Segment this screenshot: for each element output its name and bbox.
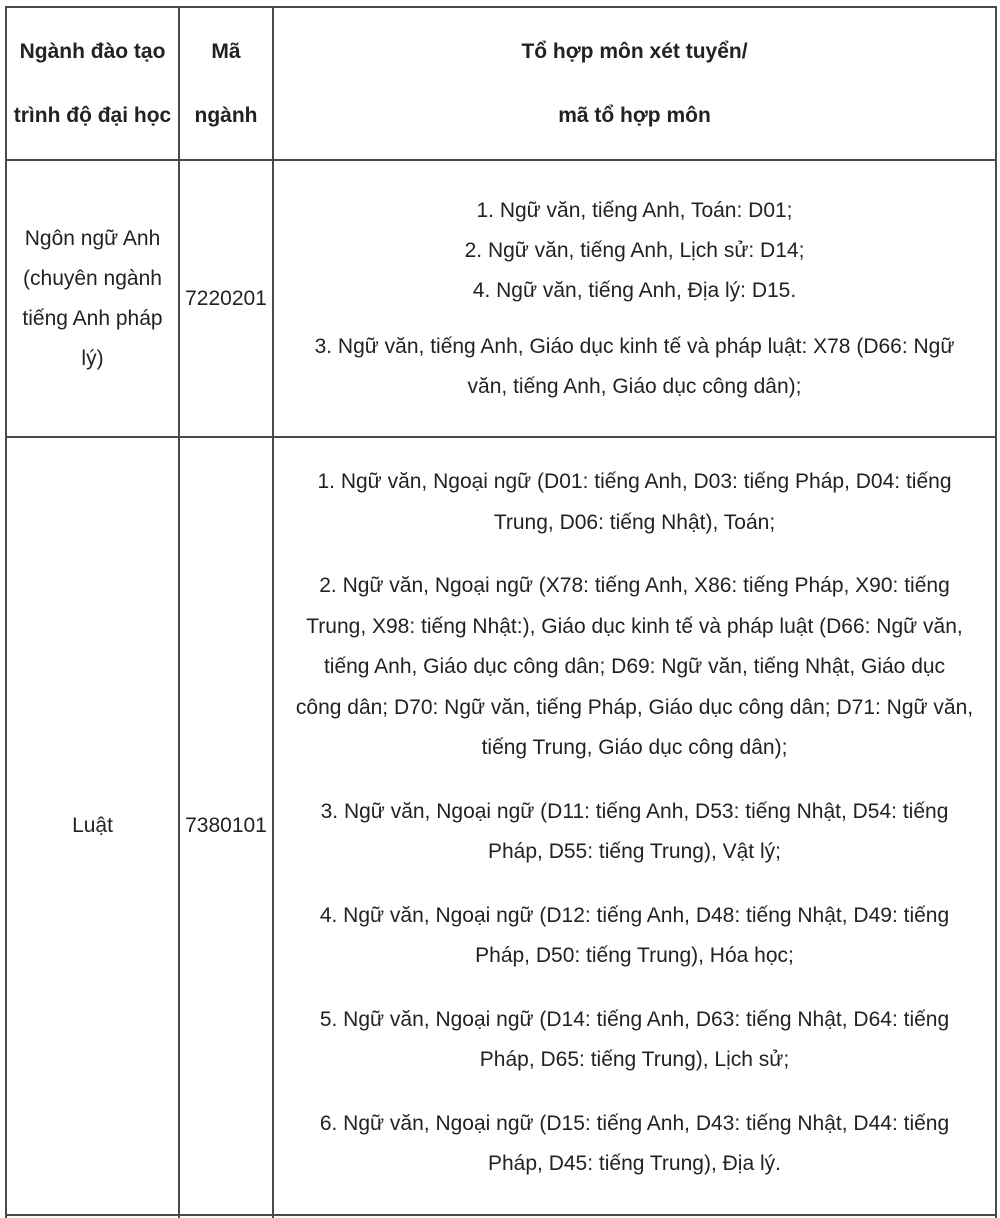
combos-english	[274, 161, 995, 436]
program-line: Ngôn ngữ Anh	[24, 226, 161, 250]
header-combos-line: Tổ hợp môn xét tuyển/	[521, 39, 748, 63]
combo-line: 2. Ngữ văn, tiếng Anh, Lịch sử: D14;	[464, 238, 805, 262]
program-code-law	[180, 438, 272, 1214]
combos-law	[274, 438, 995, 1214]
combo-line: Pháp, D55: tiếng Trung), Vật lý;	[487, 840, 781, 863]
combo-line: 1. Ngữ văn, Ngoại ngữ (D01: tiếng Anh, D03: tiếng Pháp, D04: tiếng	[317, 470, 952, 493]
program-name-law	[7, 438, 178, 1214]
combo-line: 4. Ngữ văn, Ngoại ngữ (D12: tiếng Anh, D48: tiếng Nhật, D49: tiếng	[319, 903, 950, 927]
program-line: (chuyên ngành	[23, 266, 162, 290]
combo-group	[465, 191, 805, 311]
combo-line: Pháp, D45: tiếng Trung), Địa lý.	[487, 1152, 781, 1175]
combo-line: 6. Ngữ văn, Ngoại ngữ (D15: tiếng Anh, D43: tiếng Nhật, D44: tiếng	[319, 1111, 950, 1135]
header-program-line: trình độ đại học	[13, 103, 172, 127]
program-code: 7380101	[185, 814, 267, 837]
combo-line: Pháp, D65: tiếng Trung), Lịch sử;	[479, 1048, 790, 1071]
header-program-line: Ngành đào tạo	[19, 39, 166, 63]
combo-line: 5. Ngữ văn, Ngoại ngữ (D14: tiếng Anh, D63: tiếng Nhật, D64: tiếng	[319, 1007, 950, 1031]
combo-line: 4. Ngữ văn, tiếng Anh, Địa lý: D15.	[472, 278, 797, 302]
combo-line: tiếng Trung, Giáo dục công dân);	[481, 736, 788, 759]
combo-item	[320, 1000, 949, 1081]
combo-line: tiếng Anh, Giáo dục công dân; D69: Ngữ văn, tiếng Nhật, Giáo dục	[323, 655, 946, 678]
program-line: tiếng Anh pháp	[22, 306, 163, 330]
header-code-line: ngành	[194, 103, 258, 127]
combo-item	[321, 792, 949, 873]
combo-line: văn, tiếng Anh, Giáo dục công dân);	[467, 374, 802, 398]
header-combos	[274, 8, 995, 159]
program-name-english	[7, 161, 178, 436]
header-program	[7, 8, 178, 159]
combo-item	[317, 462, 951, 543]
combo-line: công dân; D70: Ngữ văn, tiếng Pháp, Giáo dục công dân; D71: Ngữ văn,	[295, 695, 974, 719]
combo-item	[320, 1104, 949, 1185]
program-line: Luật	[72, 814, 113, 837]
combo-line: Trung, D06: tiếng Nhật), Toán;	[493, 510, 776, 534]
table-border-right	[995, 6, 997, 1218]
combo-line: 2. Ngữ văn, Ngoại ngữ (X78: tiếng Anh, X86: tiếng Pháp, X90: tiếng	[319, 574, 950, 597]
combo-item	[296, 566, 973, 769]
combo-line: 3. Ngữ văn, tiếng Anh, Giáo dục kinh tế và pháp luật: X78 (D66: Ngữ	[314, 334, 955, 358]
bottom-row-divider	[5, 1214, 997, 1216]
program-line: lý)	[81, 346, 104, 370]
combo-item	[320, 896, 949, 977]
combo-line: Pháp, D50: tiếng Trung), Hóa học;	[475, 944, 794, 967]
header-code	[180, 8, 272, 159]
combo-line: 3. Ngữ văn, Ngoại ngữ (D11: tiếng Anh, D53: tiếng Nhật, D54: tiếng	[320, 799, 949, 823]
header-combos-line: mã tổ hợp môn	[558, 103, 711, 127]
program-code: 7220201	[185, 286, 267, 310]
program-code-english	[180, 161, 272, 436]
combo-line: 1. Ngữ văn, tiếng Anh, Toán: D01;	[476, 198, 793, 222]
header-code-line: Mã	[211, 39, 241, 63]
combo-extra	[315, 327, 955, 407]
combo-line: Trung, X98: tiếng Nhật:), Giáo dục kinh tế và pháp luật (D66: Ngữ văn,	[306, 614, 963, 638]
